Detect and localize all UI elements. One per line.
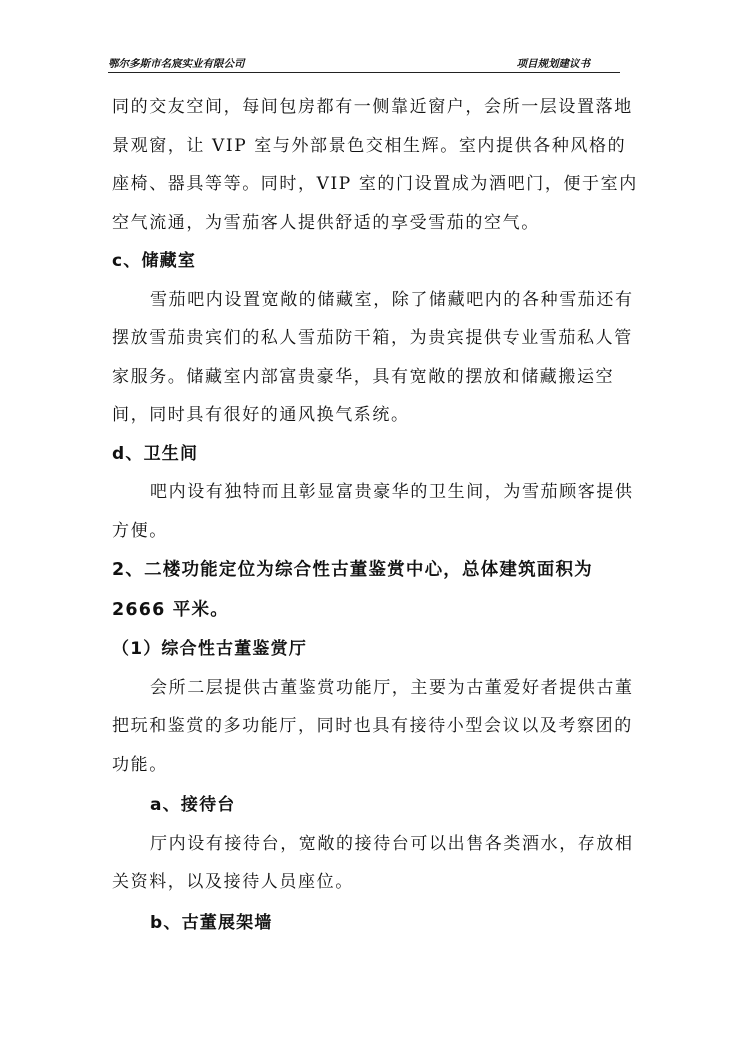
document-body xyxy=(112,88,642,942)
heading-reception-desk: a、接待台 xyxy=(150,795,236,815)
company-name: 鄂尔多斯市名宸实业有限公司 xyxy=(108,58,245,70)
paragraph-antique-hall: 会所二层提供古董鉴赏功能厅，主要为古董爱好者提供古董把玩和鉴赏的多功能厅，同时也具有接待小型会议以及考察团的功能。 xyxy=(112,677,634,775)
page-header xyxy=(108,52,620,73)
heading-storage-room: c、储藏室 xyxy=(112,251,197,271)
heading-antique-hall: （1）综合性古董鉴赏厅 xyxy=(112,639,308,659)
heading-second-floor: 2、二楼功能定位为综合性古董鉴赏中心，总体建筑面积为 2666 平米。 xyxy=(112,560,593,620)
heading-antique-display-wall: b、古董展架墙 xyxy=(150,912,273,933)
paragraph-vip-room: 同的交友空间，每间包房都有一侧靠近窗户，会所一层设置落地景观窗，让 VIP 室与外部景色交相生辉。室内提供各种风格的座椅、器具等等。同时，VIP 室的门设置成为酒吧门，便于室内空气流通，为雪茄客人提供舒适的享受雪茄的空气。 xyxy=(112,97,638,233)
paragraph-restroom: 吧内设有独特而且彰显富贵豪华的卫生间，为雪茄顾客提供方便。 xyxy=(112,482,634,541)
paragraph-reception-desk: 厅内设有接待台，宽敞的接待台可以出售各类酒水，存放相关资料，以及接待人员座位。 xyxy=(112,833,634,892)
heading-restroom: d、卫生间 xyxy=(112,443,199,464)
document-title: 项目规划建议书 xyxy=(516,58,590,70)
paragraph-storage-room: 雪茄吧内设置宽敞的储藏室，除了储藏吧内的各种雪茄还有摆放雪茄贵宾们的私人雪茄防干箱，为贵宾提供专业雪茄私人管家服务。储藏室内部富贵豪华，具有宽敞的摆放和储藏搬运空间，同时具有很好的通风换气系统。 xyxy=(112,289,634,425)
